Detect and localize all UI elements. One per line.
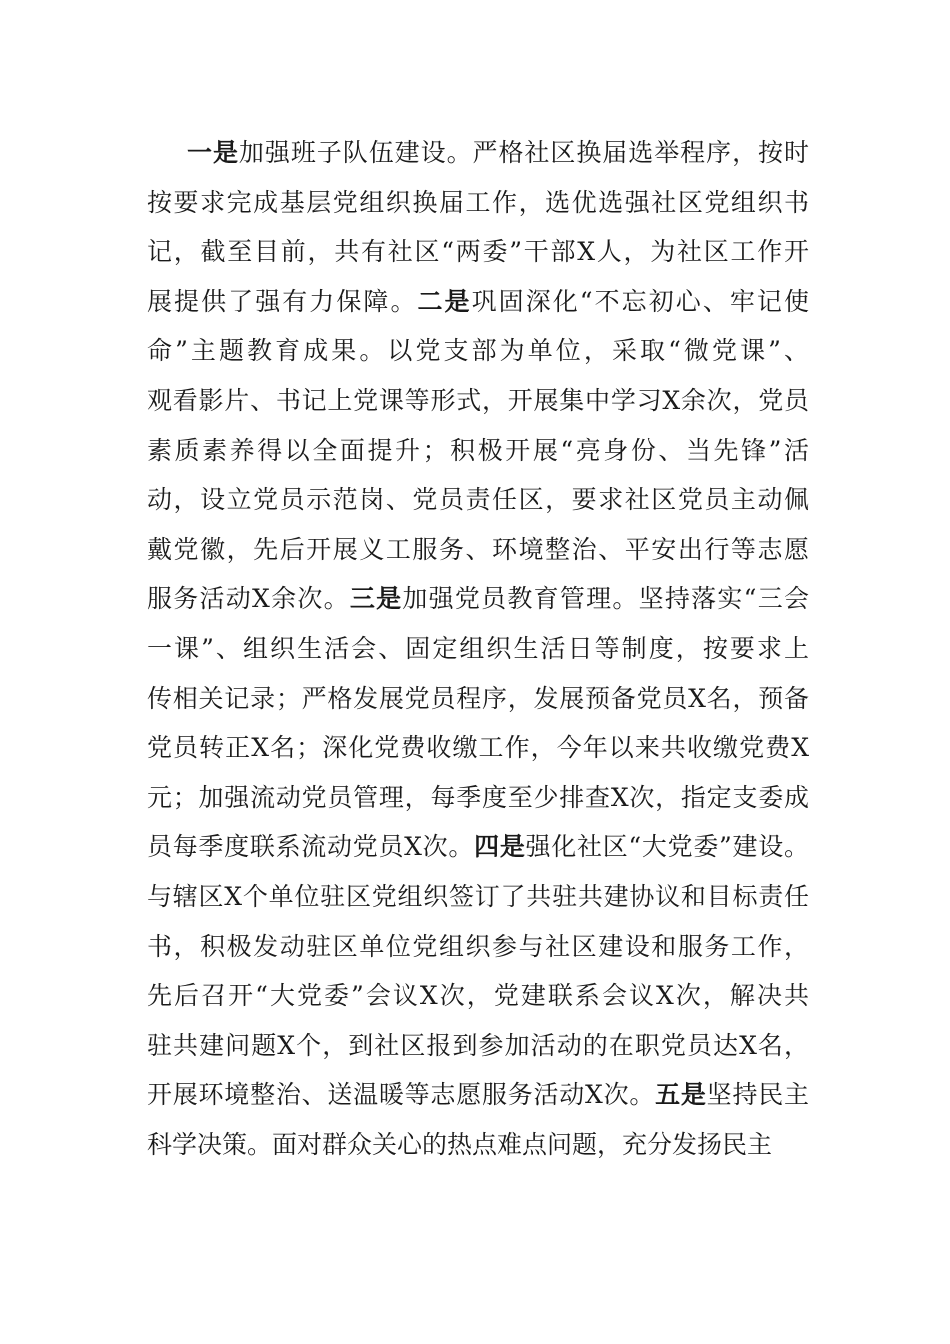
- line-text: 元；加强流动党员管理，每季度至少排查X次，指定支委成: [147, 782, 809, 812]
- line-text: 按要求完成基层党组织换届工作，选优选强社区党组织书: [147, 187, 809, 217]
- text-line: [147, 822, 809, 872]
- line-text: 传相关记录；严格发展党员程序，发展预备党员X名，预备: [147, 683, 809, 713]
- line-text: 戴党徽，先后开展义工服务、环境整治、平安出行等志愿: [147, 534, 809, 564]
- line-text: 巩固深化“不忘初心、牢记使: [471, 286, 809, 316]
- text-line: [147, 376, 809, 426]
- text-line: [147, 178, 809, 228]
- text-line: [147, 1120, 809, 1170]
- text-line: [147, 426, 809, 476]
- line-text: 一课”、组织生活会、固定组织生活日等制度，按要求上: [147, 633, 809, 663]
- text-line: [147, 1021, 809, 1071]
- text-line: [147, 723, 809, 773]
- text-line: [147, 922, 809, 972]
- body-paragraph: [147, 128, 809, 1169]
- section-keyword: 一是: [187, 138, 239, 167]
- line-text: 观看影片、书记上党课等形式，开展集中学习X余次，党员: [147, 385, 809, 415]
- text-line: [147, 326, 809, 376]
- line-text: 与辖区X个单位驻区党组织签订了共驻共建协议和目标责任: [147, 881, 809, 911]
- text-line: [147, 277, 809, 327]
- text-line: [147, 475, 809, 525]
- line-text: 科学决策。面对群众关心的热点难点问题，充分发扬民主: [147, 1129, 773, 1159]
- text-line: [147, 128, 809, 178]
- section-keyword: 四是: [474, 832, 526, 862]
- section-keyword: 五是: [655, 1080, 707, 1110]
- text-line: [147, 1070, 809, 1120]
- text-line: [147, 773, 809, 823]
- line-text: 加强班子队伍建设。严格社区换届选举程序，按时: [238, 138, 809, 167]
- line-text: 先后召开“大党委”会议X次，党建联系会议X次，解决共: [147, 981, 809, 1011]
- text-line: [147, 872, 809, 922]
- section-keyword: 二是: [417, 286, 472, 316]
- line-text: 强化社区“大党委”建设。: [525, 832, 809, 862]
- line-text: 记，截至目前，共有社区“两委”干部X人，为社区工作开: [147, 237, 809, 267]
- text-line: [147, 525, 809, 575]
- line-text: 加强党员教育管理。坚持落实“三会: [402, 584, 809, 614]
- line-text: 党员转正X名；深化党费收缴工作，今年以来共收缴党费X: [147, 733, 809, 763]
- section-keyword: 三是: [349, 584, 403, 614]
- text-line: [147, 674, 809, 724]
- line-text: 开展环境整治、送温暖等志愿服务活动X次。: [147, 1080, 656, 1110]
- line-text: 服务活动X余次。: [147, 584, 350, 614]
- text-line: [147, 227, 809, 277]
- line-text: 驻共建问题X个，到社区报到参加活动的在职党员达X名，: [147, 1030, 809, 1060]
- line-text: 命”主题教育成果。以党支部为单位，采取“微党课”、: [147, 336, 809, 366]
- line-text: 书，积极发动驻区单位党组织参与社区建设和服务工作，: [147, 931, 809, 961]
- line-text: 坚持民主: [706, 1080, 809, 1110]
- text-line: [147, 574, 809, 624]
- text-line: [147, 971, 809, 1021]
- text-line: [147, 624, 809, 674]
- line-text: 动，设立党员示范岗、党员责任区，要求社区党员主动佩: [147, 485, 809, 515]
- line-text: 素质素养得以全面提升；积极开展“亮身份、当先锋”活: [147, 435, 809, 465]
- line-text: 员每季度联系流动党员X次。: [147, 832, 475, 862]
- line-text: 展提供了强有力保障。: [147, 286, 418, 316]
